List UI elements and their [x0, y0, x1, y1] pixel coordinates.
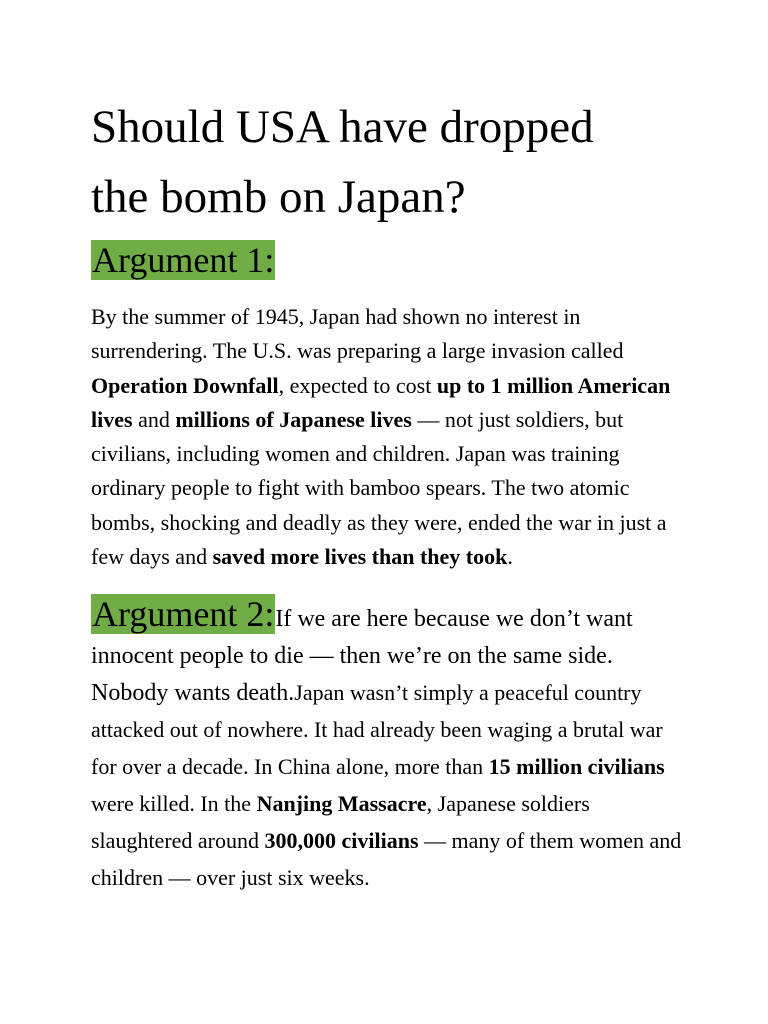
text-run: and: [132, 406, 176, 432]
text-run: — not just soldiers, but civilians, including women and children. Japan was training ordinary people to fight with bamboo spears. The two atomic bombs, shocking and deadly as they were, ended the war in just a few days and: [91, 406, 667, 570]
bold-run: 300,000 civilians: [264, 828, 419, 854]
bold-run: millions of Japanese lives: [175, 406, 412, 432]
bold-run: up to 1 million American lives: [91, 372, 671, 432]
text-run: , expected to cost: [278, 372, 437, 398]
argument-2-lead: If we are here because we don’t want innocent people to die — then we’re on the same side. Nobody wants death.: [91, 606, 633, 707]
bold-run: Nanjing Massacre: [256, 791, 427, 817]
argument-1-paragraph: [91, 300, 691, 574]
bold-run: saved more lives than they took: [212, 544, 508, 570]
text-run: Japan wasn’t simply a peaceful country attacked out of nowhere. It had already been waging a brutal war for over a decade. In China alone, more than: [91, 680, 663, 780]
title-line-2: the bomb on Japan?: [91, 171, 466, 223]
text-run: , Japanese soldiers slaughtered around: [91, 791, 590, 854]
text-run: — many of them women and children — over just six weeks.: [91, 828, 682, 891]
text-run: .: [507, 544, 513, 570]
text-run: were killed. In the: [91, 791, 257, 817]
text-run: By the summer of 1945, Japan had shown no interest in surrendering. The U.S. was preparing a large invasion called: [91, 304, 624, 364]
argument-2-heading: Argument 2:: [92, 594, 275, 635]
bold-run: Operation Downfall: [91, 372, 279, 398]
argument-1-heading: Argument 1:: [92, 240, 275, 280]
title-line-1: Should USA have dropped: [91, 101, 594, 153]
document-title: [91, 90, 708, 232]
bold-run: 15 million civilians: [488, 754, 665, 780]
argument-1-section: [91, 237, 708, 574]
argument-2-section: [91, 592, 691, 897]
